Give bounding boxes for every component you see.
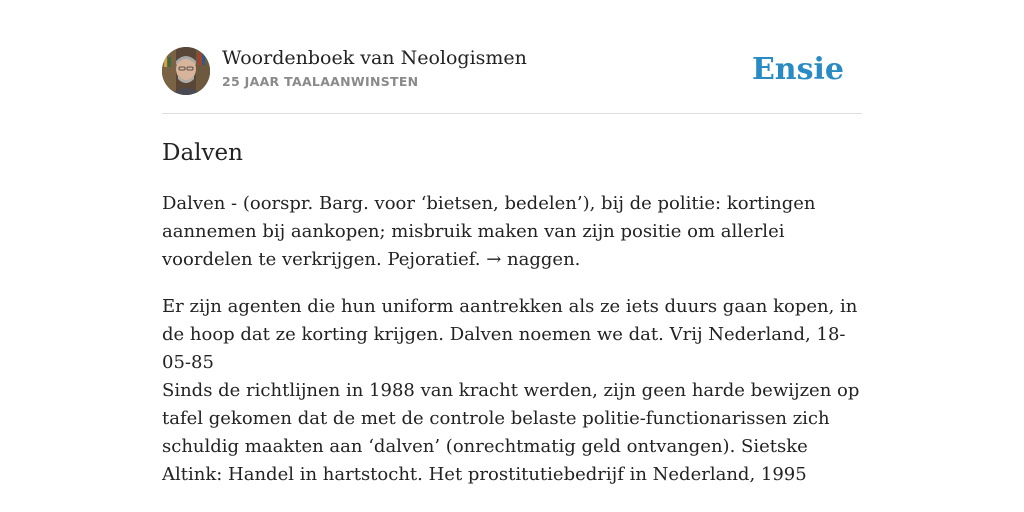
author-avatar[interactable] bbox=[162, 47, 210, 95]
entry-title: Dalven bbox=[162, 140, 243, 166]
header bbox=[162, 46, 862, 96]
brand-logo[interactable]: Ensie bbox=[751, 52, 844, 87]
header-divider bbox=[162, 113, 862, 114]
definition-paragraph: Dalven - (oorspr. Barg. voor ‘bietsen, bedelen’), bij de politie: kortingen aannemen bij aankopen; misbruik maken van zijn positie om allerlei voordelen te verkrijgen. Pejoratief. → naggen. bbox=[162, 193, 816, 270]
site-name[interactable]: Woordenboek van Neologismen bbox=[222, 47, 527, 69]
avatar-portrait bbox=[162, 47, 210, 95]
citation-paragraph: Er zijn agenten die hun uniform aantrekken als ze iets duurs gaan kopen, in de hoop dat ze korting krijgen. Dalven noemen we dat. Vrij Nederland, 18-05-85 bbox=[162, 296, 858, 373]
citation-paragraph: Sinds de richtlijnen in 1988 van kracht werden, zijn geen harde bewijzen op tafel gekomen dat de met de controle belaste politie-functionarissen zich schuldig maakten aan ‘dalven’ (onrechtmatig geld ontvangen). Sietske Altink: Handel in hartstocht. Het prostitutiebedrijf in Nederland, 1995 bbox=[162, 380, 860, 485]
site-subtitle: 25 JAAR TAALAANWINSTEN bbox=[222, 74, 419, 89]
